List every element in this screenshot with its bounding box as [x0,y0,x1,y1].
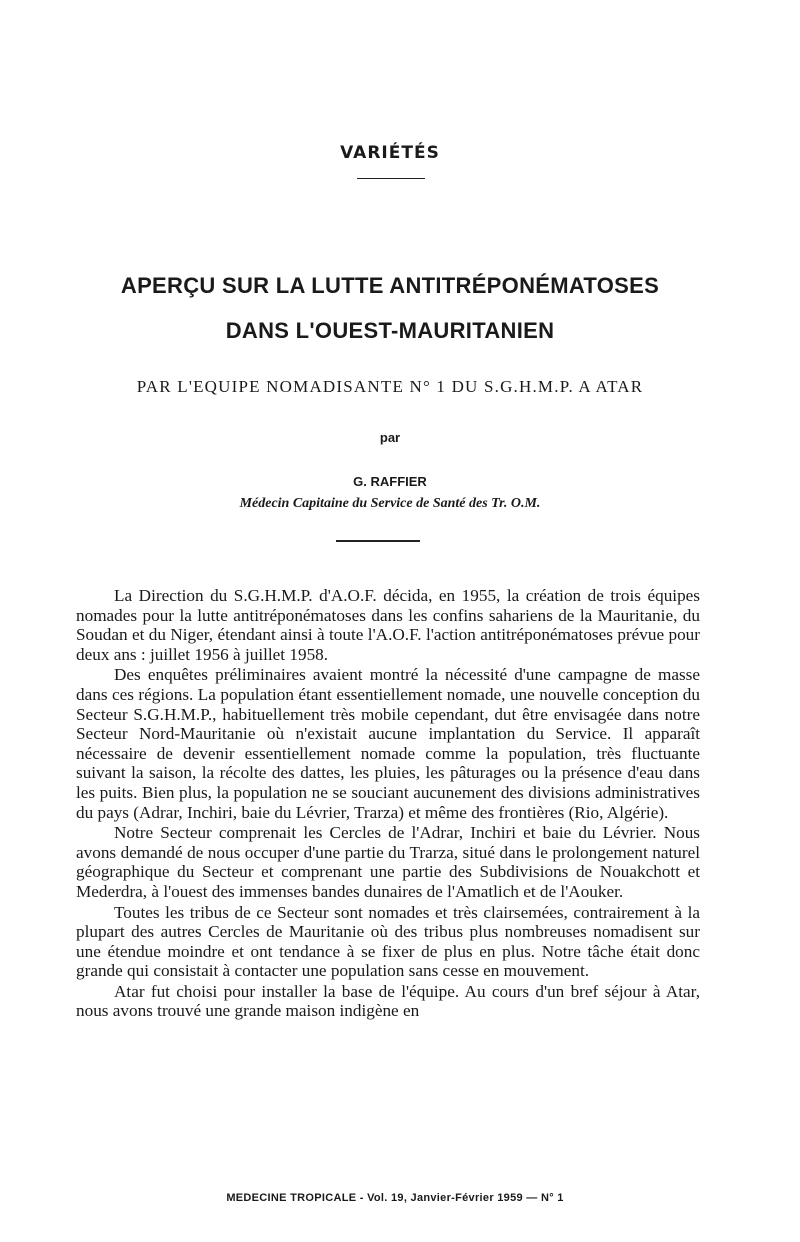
author-name: G. RAFFIER [353,474,427,489]
paragraph: La Direction du S.G.H.M.P. d'A.O.F. décida, en 1955, la création de trois équipes nomades pour la lutte antitréponématoses dans les confins sahariens de la Mauritanie, du Soudan et du Niger, étendant ainsi à toute l'A.O.F. l'action antitréponématoses prévue pour deux ans : juillet 1956 à juillet 1958. [76,586,700,664]
article-title-line-1: APERÇU SUR LA LUTTE ANTITRÉPONÉMATOSES [120,273,660,298]
paragraph: Atar fut choisi pour installer la base de l'équipe. Au cours d'un bref séjour à Atar, nous avons trouvé une grande maison indigène en [76,981,700,1021]
title-divider [336,540,420,542]
page-footer-citation: MEDECINE TROPICALE - Vol. 19, Janvier-Février 1959 — N° 1 [226,1192,564,1204]
section-label: VARIÉTÉS [340,143,440,163]
paragraph: Des enquêtes préliminaires avaient montré la nécessité d'une campagne de masse dans ces régions. La population étant essentiellement nomade, une nouvelle conception du Secteur S.G.H.M.P., habituellement très mobile cependant, dut être envisagée dans notre Secteur Nord-Mauritanie où n'existait aucune implantation du Service. Il apparaît nécessaire de devenir essentiellement nomade comme la population, très fluctuante suivant la saison, la récolte des dattes, les pluies, les pâturages ou la présence d'eau dans les puits. Bien plus, la population ne se souciant aucunement des divisions administratives du pays (Adrar, Inchiri, baie du Lévrier, Trarza) et même des frontières (Rio, Algérie). [76,665,700,822]
section-divider [357,178,425,179]
article-subtitle: PAR L'EQUIPE NOMADISANTE N° 1 DU S.G.H.M.P. A ATAR [136,377,644,396]
paragraph: Toutes les tribus de ce Secteur sont nomades et très clairsemées, contrairement à la plupart des autres Cercles de Mauritanie où des tribus plus nombreuses nomadisent sur une étendue moindre et ont tendance à se fixer de plus en plus. Notre tâche était donc grande qui consistait à contacter une population sans cesse en mouvement. [76,902,700,981]
article-body [76,586,700,1022]
article-title-line-2: DANS L'OUEST-MAURITANIEN [225,318,555,343]
paragraph: Notre Secteur comprenait les Cercles de l'Adrar, Inchiri et baie du Lévrier. Nous avons demandé de nous occuper d'une partie du Trarza, situé dans le prolongement naturel géographique du Secteur et comprenant une partie des Subdivisions de Nouakchott et Mederdra, à l'ouest des immenses bandes dunaires de l'Amatlich et de l'Aouker. [76,823,700,901]
byline-par: par [379,430,401,445]
author-affiliation: Médecin Capitaine du Service de Santé des Tr. O.M. [239,496,541,511]
